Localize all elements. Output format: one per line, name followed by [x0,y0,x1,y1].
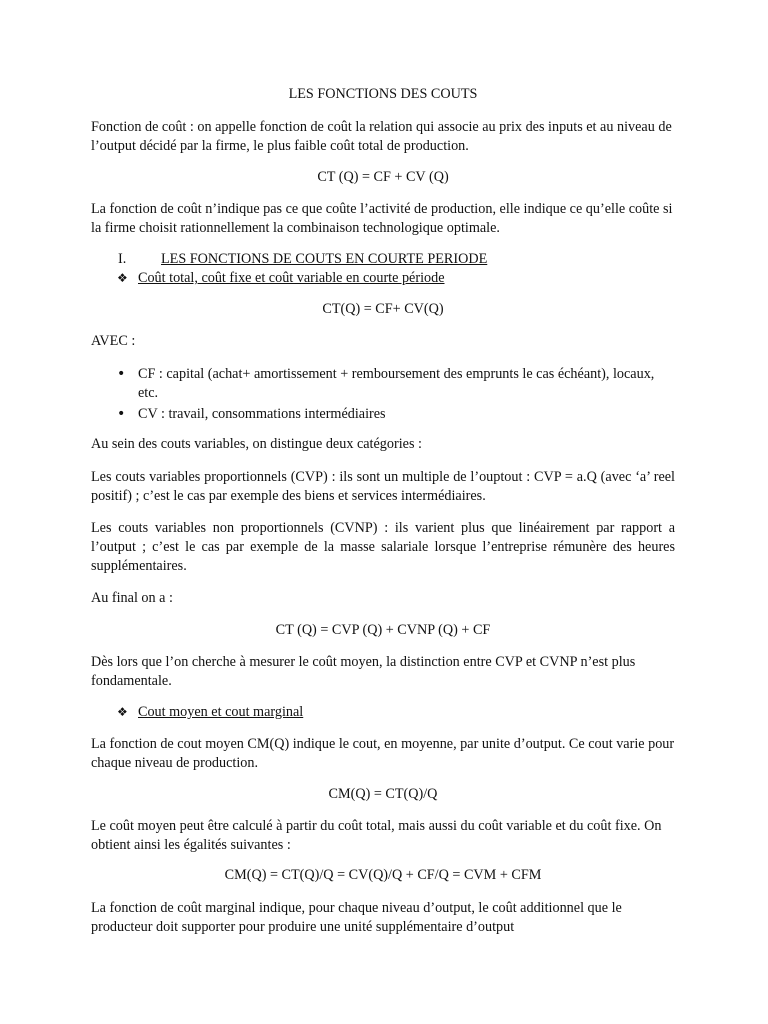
equation-ct: CT (Q) = CF + CV (Q) [317,169,449,185]
list-item-text: CV : travail, consommations intermédiaires [138,406,386,422]
paragraph-cout-moyen: La fonction de cout moyen CM(Q) indique le cout, en moyenne, par unite d’output. Ce cout varie pour chaque niveau de production. [91,736,675,771]
paragraph-definition: Fonction de coût : on appelle fonction de coût la relation qui associe au prix des inputs et au niveau de l’output décidé par la firme, le plus faible coût total de production. [91,119,672,154]
equation-ct-short: CT(Q) = CF+ CV(Q) [322,301,444,317]
paragraph-cout-moyen-calc: Le coût moyen peut être calculé à partir du coût total, mais aussi du coût variable et du coût fixe. On obtient ainsi les égalités suivantes : [91,818,662,853]
paragraph-cout-marginal: La fonction de coût marginal indique, pour chaque niveau d’output, le coût additionnel que le producteur doit supporter pour produire une unité supplémentaire d’output [91,900,622,935]
section-number: I. [118,251,127,267]
paragraph-categories: Au sein des couts variables, on distingue deux catégories : [91,436,422,452]
paragraph-cvnp: Les couts variables non proportionnels (CVNP) : ils varient plus que linéairement par rapport a l’output ; c’est le cas par exemple de la masse salariale lorsque l’entreprise rémunère des heures supplémentaires. [91,520,675,574]
diamond-bullet-icon: ❖ [117,705,128,719]
subsection-title: Coût total, coût fixe et coût variable en courte période [138,270,445,286]
section-title: LES FONCTIONS DE COUTS EN COURTE PERIODE [161,251,488,267]
paragraph-final: Au final on a : [91,590,173,606]
subsection-title: Cout moyen et cout marginal [138,704,304,720]
diamond-bullet-icon: ❖ [117,271,128,285]
document-title: LES FONCTIONS DES COUTS [288,86,478,102]
paragraph-indique: La fonction de coût n’indique pas ce que coûte l’activité de production, elle indique ce qu’elle coûte si la firme choisit rationnellement la combinaison technologique optimale. [91,201,673,236]
equation-cm-full: CM(Q) = CT(Q)/Q = CV(Q)/Q + CF/Q = CVM + CFM [224,867,542,883]
equation-ct-full: CT (Q) = CVP (Q) + CVNP (Q) + CF [275,622,491,638]
paragraph-cvp: Les couts variables proportionnels (CVP) : ils sont un multiple de l’ouptout : CVP = a.Q (avec ‘a’ reel positif) ; c’est le cas par exemple des biens et services intermédiaires. [91,469,675,504]
label-avec: AVEC : [91,333,136,349]
bullet-icon: • [117,406,126,422]
equation-cm: CM(Q) = CT(Q)/Q [328,786,438,802]
bullet-icon: • [117,366,126,382]
list-item-text: CF : capital (achat+ amortissement + remboursement des emprunts le cas échéant), locaux, etc. [138,366,655,401]
paragraph-des-lors: Dès lors que l’on cherche à mesurer le coût moyen, la distinction entre CVP et CVNP n’est plus fondamentale. [91,654,636,689]
